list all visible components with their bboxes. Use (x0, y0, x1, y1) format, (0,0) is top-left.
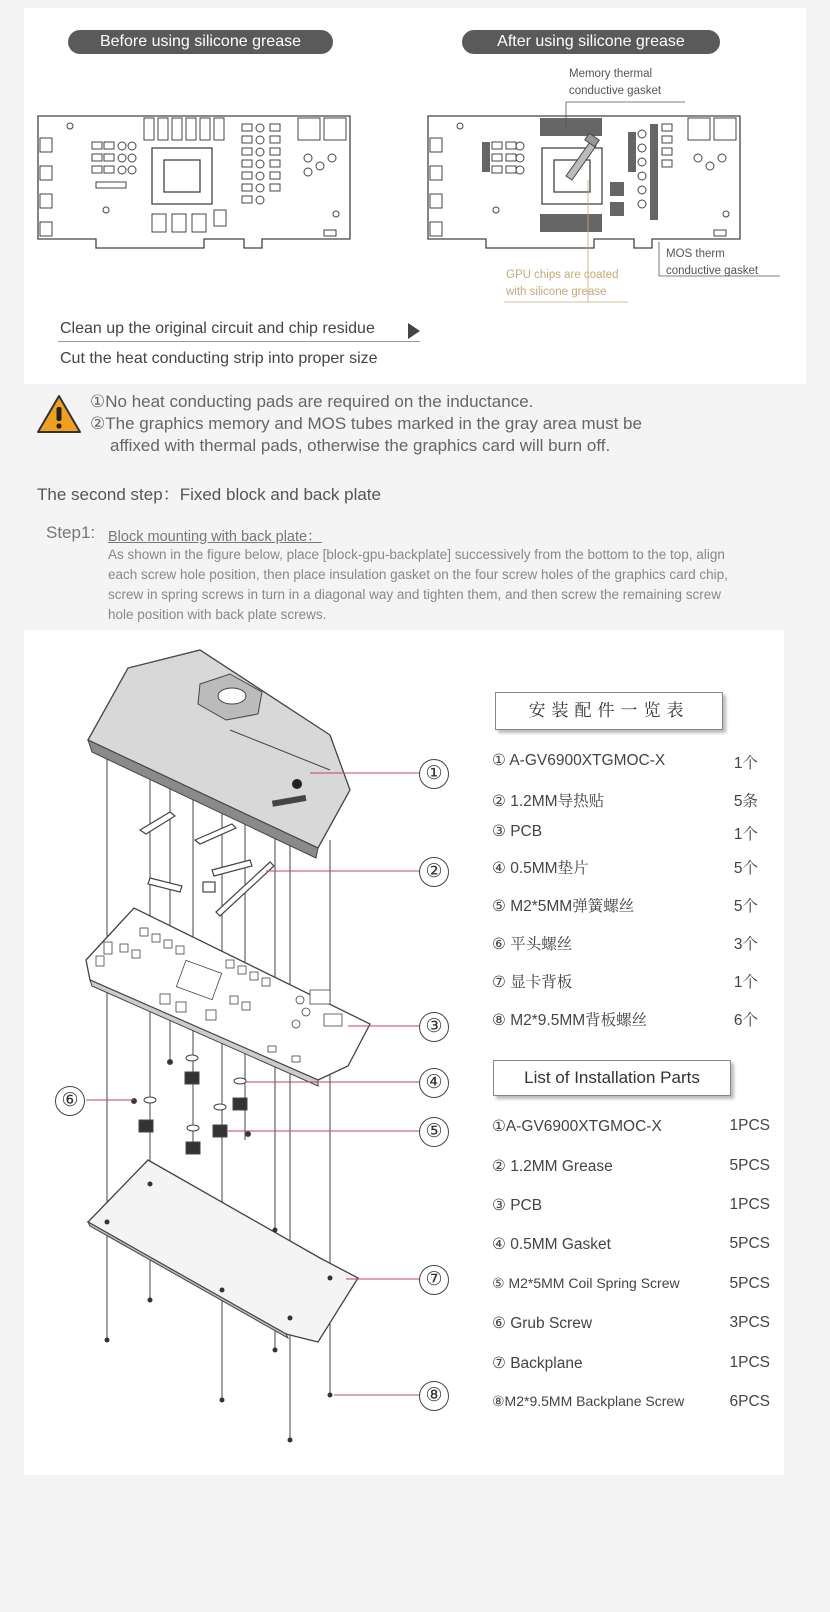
memory-gasket-callout: Memory thermal conductive gasket (569, 68, 662, 97)
water-block-part (88, 650, 350, 858)
parts-list-zh-row: ② 1.2MM导热贴 5条 (492, 793, 758, 810)
callout-6: ⑥ (55, 1086, 85, 1116)
warning-line-1: ①No heat conducting pads are required on the inductance. (90, 392, 534, 411)
parts-list-en-row: ⑧M2*9.5MM Backplane Screw 6PCS (492, 1393, 770, 1410)
parts-list-en-row: ⑦ Backplane 1PCS (492, 1354, 770, 1372)
step-label: Step1: (46, 523, 96, 542)
instruction-clean: Clean up the original circuit and chip residue (60, 320, 375, 337)
pcb-part (86, 908, 370, 1086)
parts-list-zh-row: ① A-GV6900XTGMOC-X 1个 (492, 752, 758, 772)
parts-list-zh-row: ⑦ 显卡背板 1个 (492, 974, 758, 991)
parts-list-zh-row: ③ PCB 1个 (492, 823, 758, 843)
callout-5: ⑤ (419, 1117, 449, 1147)
backplate-part (88, 1160, 358, 1342)
instruction-cut: Cut the heat conducting strip into proper size (60, 350, 378, 367)
warning-line-3: affixed with thermal pads, otherwise the graphics card will burn off. (110, 436, 611, 455)
parts-list-en-header: List of Installation Parts (493, 1060, 731, 1096)
screws-and-gaskets (132, 1055, 251, 1154)
step-body: As shown in the figure below, place [block-gpu-backplate] successively from the bottom to the top, align each screw hole position, then place insulation gasket on the four screw holes of the graphics card chip, screw in spring screws in turn in a diagonal way and tighten them, and then screw the remaining screw hole position with back plate screws. (108, 547, 728, 622)
gpu-grease-callout: GPU chips are coated with silicone grease (506, 269, 619, 298)
callout-1: ① (419, 759, 449, 789)
step-heading: The second step：Fixed block and back plate (37, 485, 381, 504)
parts-list-zh-header: 安装配件一览表 (495, 692, 723, 730)
before-label: Before using silicone grease (68, 30, 333, 54)
callout-2: ② (419, 857, 449, 887)
parts-list-en-row: ⑥ Grub Screw 3PCS (492, 1314, 770, 1332)
warning-line-2: ②The graphics memory and MOS tubes marked in the gray area must be (90, 414, 642, 433)
parts-list-zh-row: ⑧ M2*9.5MM背板螺丝 6个 (492, 1012, 758, 1029)
parts-list-zh-row: ⑥ 平头螺丝 3个 (492, 936, 758, 953)
parts-list-en-row: ①A-GV6900XTGMOC-X 1PCS (492, 1117, 770, 1135)
parts-list-en-row: ③ PCB 1PCS (492, 1196, 770, 1214)
after-label: After using silicone grease (462, 30, 720, 54)
callout-8: ⑧ (419, 1381, 449, 1411)
callout-7: ⑦ (419, 1265, 449, 1295)
parts-list-en-row: ⑤ M2*5MM Coil Spring Screw 5PCS (492, 1275, 770, 1292)
parts-list-zh-row: ④ 0.5MM垫片 5个 (492, 860, 758, 877)
parts-list-en-row: ④ 0.5MM Gasket 5PCS (492, 1235, 770, 1253)
parts-list-zh-row: ⑤ M2*5MM弹簧螺丝 5个 (492, 898, 758, 915)
callout-4: ④ (419, 1068, 449, 1098)
mos-gasket-callout: MOS therm conductive gasket (666, 248, 759, 277)
step-title: Block mounting with back plate： (108, 529, 322, 545)
callout-3: ③ (419, 1012, 449, 1042)
parts-list-en-row: ② 1.2MM Grease 5PCS (492, 1157, 770, 1175)
